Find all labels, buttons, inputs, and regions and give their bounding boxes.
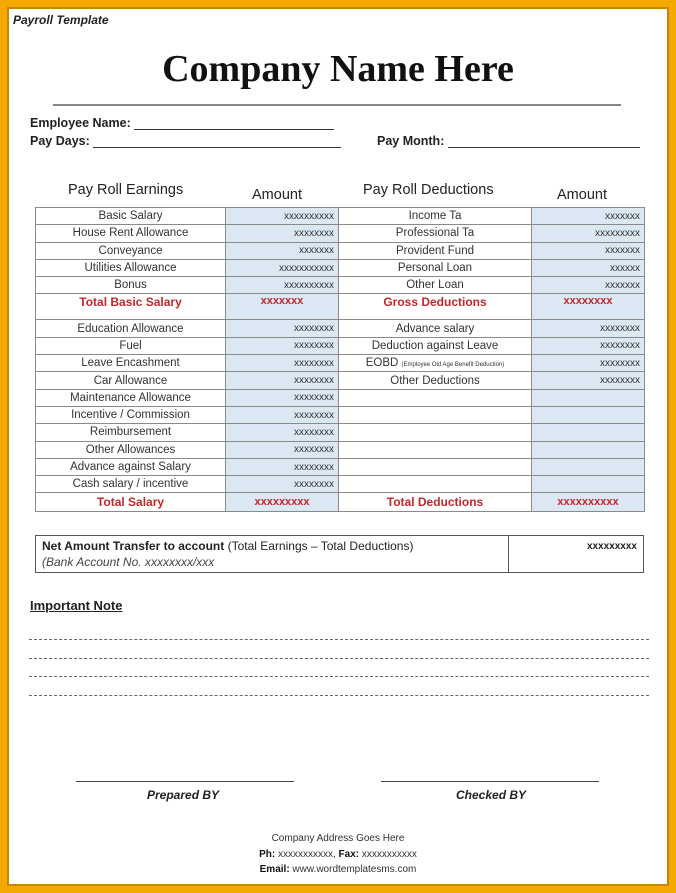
deduction-amount xyxy=(532,406,645,423)
important-note-title: Important Note xyxy=(30,598,123,613)
total-deductions-amount: xxxxxxxxxx xyxy=(532,493,645,512)
pay-month-line xyxy=(448,135,640,148)
deduction-amount: xxxxxxxx xyxy=(532,337,645,354)
checked-signature-line xyxy=(381,781,599,782)
table-row xyxy=(36,424,645,441)
template-title: Payroll Template xyxy=(13,13,109,27)
deduction-amount xyxy=(532,458,645,475)
total-salary-row xyxy=(36,493,645,512)
table-row xyxy=(36,337,645,354)
deduction-amount: xxxxxxx xyxy=(532,242,645,259)
earning-label: Incentive / Commission xyxy=(36,406,226,423)
total-salary-amount: xxxxxxxxx xyxy=(226,493,339,512)
deduction-label-eobd xyxy=(339,355,532,372)
pay-days-field xyxy=(30,134,341,148)
deduction-label xyxy=(339,424,532,441)
deduction-label xyxy=(339,389,532,406)
prepared-signature-line xyxy=(76,781,294,782)
net-amount-formula: (Total Earnings – Total Deductions) xyxy=(224,539,414,553)
employee-name-field xyxy=(30,116,334,130)
company-name: Company Name Here xyxy=(162,48,514,90)
earning-amount: xxxxxxxxxx xyxy=(226,208,339,225)
net-amount-value: xxxxxxxxx xyxy=(586,541,637,552)
deduction-label: Other Loan xyxy=(339,277,532,294)
bank-account: (Bank Account No. xxxxxxxx/xxx xyxy=(42,555,215,569)
table-row xyxy=(36,372,645,389)
gross-deductions-amount: xxxxxxxx xyxy=(532,294,645,320)
deduction-label xyxy=(339,406,532,423)
table-row xyxy=(36,355,645,372)
deduction-amount: xxxxxxxx xyxy=(532,372,645,389)
earning-label: Leave Encashment xyxy=(36,355,226,372)
earning-label: Bonus xyxy=(36,277,226,294)
deduction-amount xyxy=(532,389,645,406)
table-row xyxy=(36,458,645,475)
deduction-amount: xxxxxxx xyxy=(532,208,645,225)
earning-amount: xxxxxxx xyxy=(226,242,339,259)
earning-amount: xxxxxxxxxxx xyxy=(226,259,339,276)
gross-deductions-label: Gross Deductions xyxy=(339,294,532,320)
total-basic-row xyxy=(36,294,645,320)
pay-month-field xyxy=(377,134,640,148)
earning-amount: xxxxxxxx xyxy=(226,406,339,423)
deduction-label: Income Ta xyxy=(339,208,532,225)
earning-label: House Rent Allowance xyxy=(36,225,226,242)
deduction-amount: xxxxxxx xyxy=(532,277,645,294)
earning-amount: xxxxxxxx xyxy=(226,320,339,337)
earning-amount: xxxxxxxx xyxy=(226,337,339,354)
payroll-table xyxy=(35,207,645,512)
deduction-amount: xxxxxxxxx xyxy=(532,225,645,242)
title-rule xyxy=(53,104,621,106)
earning-label: Reimbursement xyxy=(36,424,226,441)
table-row xyxy=(36,208,645,225)
table-row xyxy=(36,225,645,242)
earning-amount: xxxxxxxx xyxy=(226,441,339,458)
earning-label: Basic Salary xyxy=(36,208,226,225)
deduction-label: Personal Loan xyxy=(339,259,532,276)
footer-email xyxy=(9,864,667,875)
earning-label: Advance against Salary xyxy=(36,458,226,475)
earning-label: Cash salary / incentive xyxy=(36,476,226,493)
eobd-label: EOBD xyxy=(365,357,399,370)
total-salary-label: Total Salary xyxy=(36,493,226,512)
total-basic-label: Total Basic Salary xyxy=(36,294,226,320)
earning-label: Utilities Allowance xyxy=(36,259,226,276)
deduction-label xyxy=(339,441,532,458)
earning-amount: xxxxxxxx xyxy=(226,355,339,372)
earning-label: Conveyance xyxy=(36,242,226,259)
note-line xyxy=(29,639,649,640)
note-line xyxy=(29,695,649,696)
fax-value: xxxxxxxxxxx xyxy=(359,849,417,860)
table-row xyxy=(36,242,645,259)
table-row xyxy=(36,441,645,458)
note-line xyxy=(29,676,649,677)
deduction-label: Provident Fund xyxy=(339,242,532,259)
earning-amount: xxxxxxxx xyxy=(226,458,339,475)
table-row xyxy=(36,476,645,493)
deduction-amount: xxxxxxxx xyxy=(532,355,645,372)
net-amount-box xyxy=(35,535,644,573)
deduction-amount: xxxxxxxx xyxy=(532,320,645,337)
earning-amount: xxxxxxxx xyxy=(226,372,339,389)
email-value: www.wordtemplatesms.com xyxy=(289,864,417,875)
checked-by-label: Checked BY xyxy=(456,788,527,802)
pay-month-label: Pay Month: xyxy=(377,134,445,148)
table-row xyxy=(36,259,645,276)
deduction-label: Other Deductions xyxy=(339,372,532,389)
footer-address: Company Address Goes Here xyxy=(271,833,405,844)
document-page xyxy=(7,7,669,886)
employee-name-label: Employee Name: xyxy=(30,116,131,130)
table-row xyxy=(36,389,645,406)
earnings-amount-header: Amount xyxy=(252,187,302,203)
deductions-amount-header: Amount xyxy=(557,187,607,203)
eobd-note: (Employee Old Age Benefit Deduction) xyxy=(401,362,505,369)
deduction-label xyxy=(339,458,532,475)
earning-label: Maintenance Allowance xyxy=(36,389,226,406)
pay-days-label: Pay Days: xyxy=(30,134,90,148)
deduction-label: Advance salary xyxy=(339,320,532,337)
net-amount-text xyxy=(42,539,502,569)
earning-amount: xxxxxxxx xyxy=(226,225,339,242)
footer-phone-fax xyxy=(9,849,667,860)
deduction-label xyxy=(339,476,532,493)
deduction-amount xyxy=(532,476,645,493)
note-line xyxy=(29,658,649,659)
earning-label: Car Allowance xyxy=(36,372,226,389)
phone-label: Ph: xyxy=(259,849,276,860)
table-row xyxy=(36,320,645,337)
pay-days-line xyxy=(93,135,341,148)
email-label: Email: xyxy=(259,864,290,875)
deduction-label: Professional Ta xyxy=(339,225,532,242)
total-basic-amount: xxxxxxx xyxy=(226,294,339,320)
earning-amount: xxxxxxxx xyxy=(226,389,339,406)
earning-amount: xxxxxxxx xyxy=(226,476,339,493)
deductions-header: Pay Roll Deductions xyxy=(363,182,494,198)
net-amount-label: Net Amount Transfer to account xyxy=(42,539,225,553)
earnings-header: Pay Roll Earnings xyxy=(68,182,184,198)
earning-amount: xxxxxxxx xyxy=(226,424,339,441)
prepared-by-label: Prepared BY xyxy=(147,788,220,802)
fax-label: Fax: xyxy=(338,849,360,860)
phone-value: xxxxxxxxxxx, xyxy=(275,849,339,860)
deduction-amount xyxy=(532,424,645,441)
earning-label: Fuel xyxy=(36,337,226,354)
earning-label: Other Allowances xyxy=(36,441,226,458)
net-divider xyxy=(508,536,509,572)
total-deductions-label: Total Deductions xyxy=(339,493,532,512)
employee-name-line xyxy=(134,117,334,130)
earning-label: Education Allowance xyxy=(36,320,226,337)
deduction-amount: xxxxxx xyxy=(532,259,645,276)
table-row xyxy=(36,406,645,423)
table-row xyxy=(36,277,645,294)
earning-amount: xxxxxxxxxx xyxy=(226,277,339,294)
deduction-amount xyxy=(532,441,645,458)
deduction-label: Deduction against Leave xyxy=(339,337,532,354)
